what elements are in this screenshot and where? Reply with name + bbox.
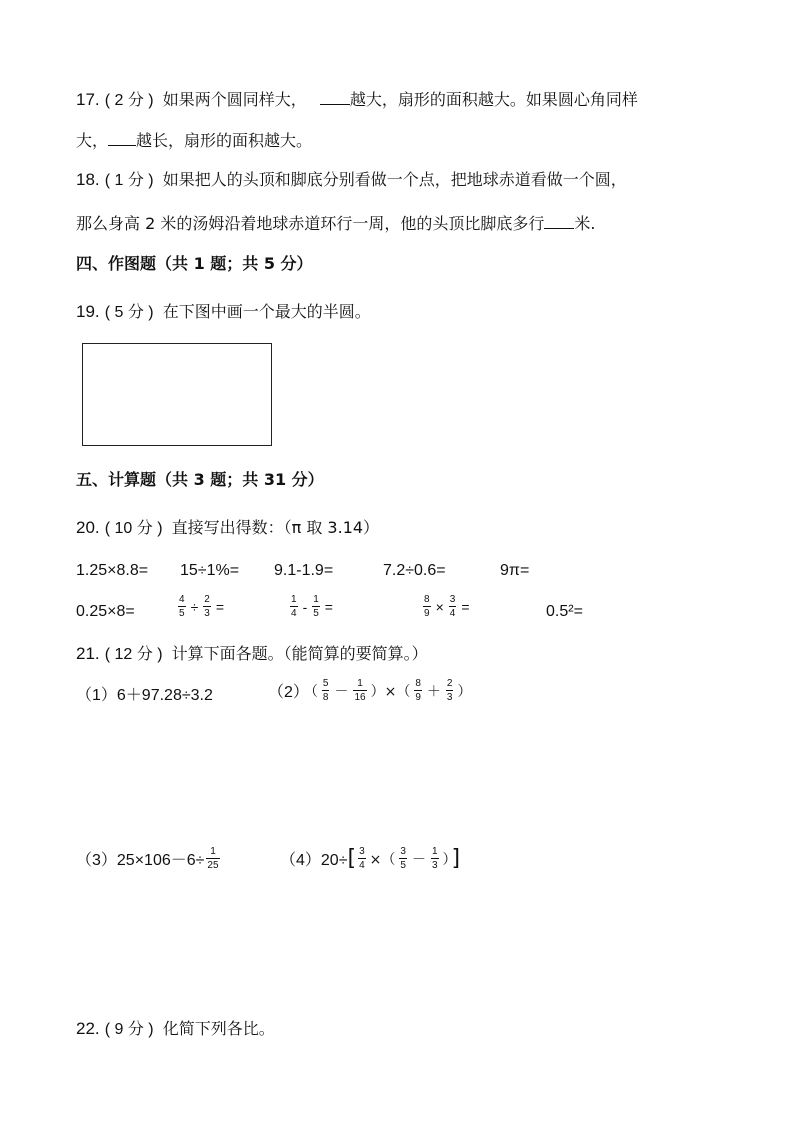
operator: － — [411, 850, 426, 867]
question-text: 那么身高 2 米的汤姆沿着地球赤道环行一周，他的头顶比脚底多行 — [76, 214, 545, 233]
question-18-line-2 — [76, 212, 595, 234]
fraction: $\frac{3}{5}$ — [400, 846, 406, 871]
question-17-line-2 — [76, 129, 312, 151]
answer-blank[interactable] — [108, 129, 136, 146]
section-heading: 五、计算题（共 3 题；共 31 分） — [76, 470, 324, 489]
question-text: 如果把人的头顶和脚底分别看做一个点，把地球赤道看做一个圆， — [162, 170, 627, 189]
question-text: 越长，扇形的面积越大。 — [136, 131, 313, 150]
operator: ÷ — [190, 598, 199, 615]
question-score: ( 1 分 ) — [104, 172, 154, 189]
calc-item: 0.5²= — [546, 603, 583, 620]
calc-item: 9.1-1.9= — [274, 562, 334, 579]
fraction: $\frac{3}{4}$ — [359, 846, 365, 871]
calc-item — [421, 594, 473, 619]
fraction: $\frac{1}{16}$ — [354, 678, 366, 703]
question-18-line-1 — [76, 170, 627, 191]
fraction: $\frac{1}{3}$ — [431, 846, 438, 871]
question-score: ( 2 分 ) — [104, 92, 154, 109]
question-text: 直接写出得数：（π 取 3.14） — [171, 518, 380, 537]
question-score: ( 9 分 ) — [104, 1021, 154, 1038]
question-text: 化简下列各比。 — [162, 1019, 275, 1038]
calc-item: 1.25×8.8= — [76, 562, 149, 579]
sub-problem-label: （2） — [268, 684, 309, 701]
question-text: 在下图中画一个最大的半圆。 — [162, 302, 371, 321]
calc-item — [176, 594, 227, 619]
question-19 — [76, 302, 371, 323]
sub-problem-3 — [76, 846, 222, 871]
fraction: $\frac{1}{4}$ — [291, 594, 297, 619]
question-text: 大， — [76, 131, 109, 150]
sub-problem-2 — [268, 678, 473, 703]
question-score: ( 5 分 ) — [104, 304, 154, 321]
question-text: 如果两个圆同样大， — [162, 90, 307, 109]
fraction: $\frac{2}{3}$ — [446, 678, 453, 703]
fraction: $\frac{4}{5}$ — [179, 594, 185, 619]
operator: - — [302, 598, 308, 615]
fraction: $\frac{3}{4}$ — [449, 594, 456, 619]
operator: × — [435, 598, 444, 615]
question-text: 米. — [574, 214, 596, 233]
sub-problem-label: （4）20÷ — [280, 852, 348, 869]
question-number: 20. — [76, 518, 100, 537]
equals: = — [324, 598, 333, 615]
question-number: 19. — [76, 302, 100, 321]
sub-problem-4 — [280, 846, 460, 871]
question-22 — [76, 1019, 275, 1040]
bracket: [ — [347, 846, 357, 871]
operator: － — [334, 682, 349, 699]
question-number: 22. — [76, 1019, 100, 1038]
calc-item: 0.25×8= — [76, 603, 135, 620]
question-text: 计算下面各题。（能简算的要简算。） — [171, 644, 428, 663]
calc-item: 9π= — [500, 562, 530, 579]
fraction: $\frac{1}{25}$ — [207, 846, 219, 871]
fraction: $\frac{1}{5}$ — [313, 594, 319, 619]
question-17-line-1 — [76, 88, 638, 111]
question-number: 17. — [76, 90, 100, 109]
section-heading: 四、作图题（共 1 题；共 5 分） — [76, 254, 313, 273]
answer-blank[interactable] — [544, 212, 574, 229]
question-number: 18. — [76, 170, 100, 189]
question-number: 21. — [76, 644, 100, 663]
drawing-rectangle[interactable] — [82, 343, 272, 446]
fraction: $\frac{2}{3}$ — [204, 594, 210, 619]
bracket: ] — [451, 846, 461, 871]
paren: ） — [457, 683, 472, 700]
paren: ） — [442, 851, 450, 868]
question-score: ( 10 分 ) — [104, 520, 163, 537]
question-score: ( 12 分 ) — [104, 646, 163, 663]
equals: = — [215, 598, 224, 615]
paren: （ — [310, 683, 318, 700]
calc-item: 7.2÷0.6= — [383, 562, 446, 579]
paren: ）×（ — [370, 683, 411, 700]
calc-item: 15÷1%= — [180, 562, 240, 579]
question-text: 越大，扇形的面积越大。如果圆心角同样 — [349, 90, 638, 109]
sub-problem-1: （1）6＋97.28÷3.2 — [76, 687, 213, 704]
answer-blank[interactable] — [320, 88, 350, 105]
paren: ×（ — [369, 851, 396, 868]
operator: ＋ — [426, 682, 441, 699]
fraction: $\frac{8}{9}$ — [415, 678, 421, 703]
question-21 — [76, 644, 428, 665]
equals: = — [461, 598, 470, 615]
calc-item — [288, 594, 336, 619]
sub-problem-label: （3）25×106－6÷ — [76, 852, 205, 869]
fraction: $\frac{8}{9}$ — [424, 594, 430, 619]
fraction: $\frac{5}{8}$ — [322, 678, 329, 703]
question-20 — [76, 518, 379, 539]
